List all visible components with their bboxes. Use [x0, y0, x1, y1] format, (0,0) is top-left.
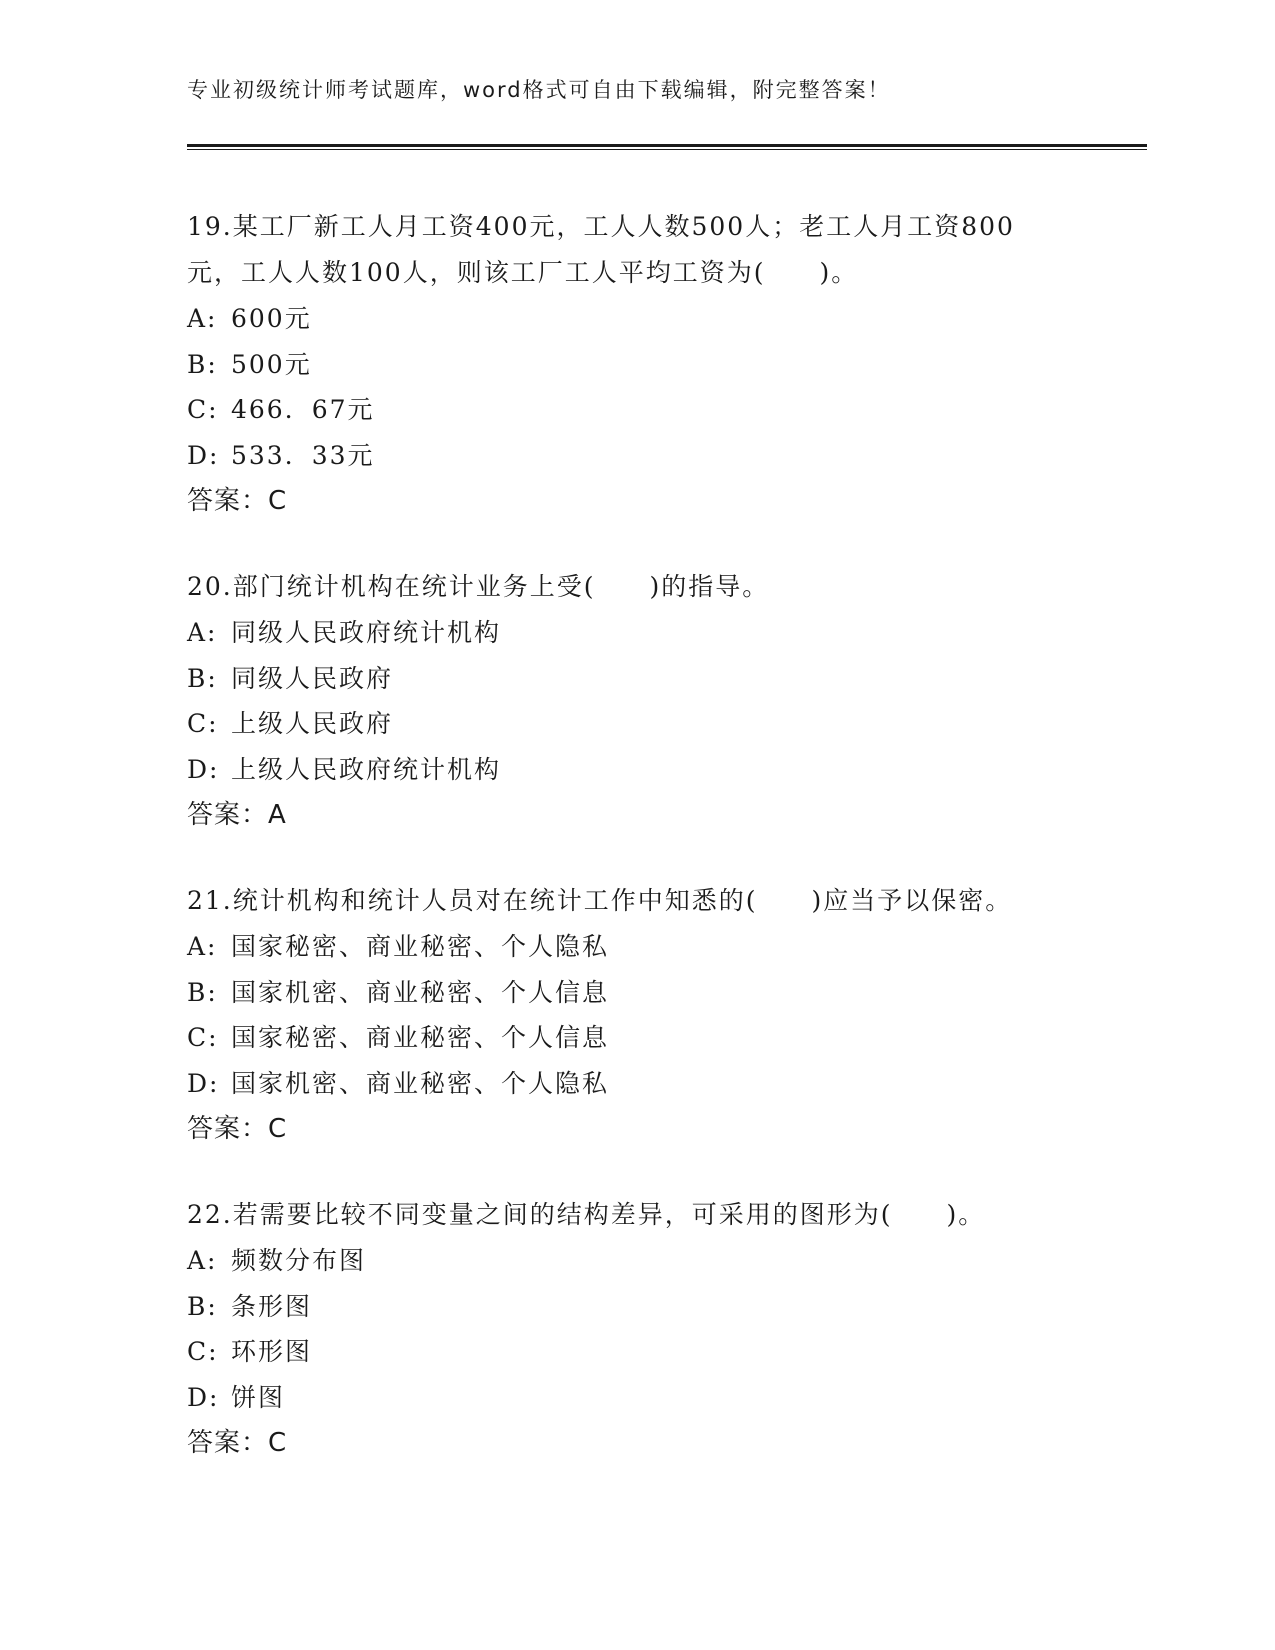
option-c [187, 1015, 1067, 1061]
option-key: C: [187, 709, 219, 738]
option-a [187, 296, 1067, 342]
option-text: 国家秘密、商业秘密、个人信息 [231, 1023, 610, 1052]
option-text: 上级人民政府 [231, 709, 394, 738]
option-key: A: [187, 1246, 218, 1275]
option-text: 上级人民政府统计机构 [231, 754, 502, 784]
option-key: B: [187, 1291, 218, 1321]
option-text: 频数分布图 [231, 1246, 367, 1275]
option-key: C: [187, 1337, 219, 1366]
option-key: D: [187, 1068, 220, 1098]
question-stem: 20.部门统计机构在统计业务上受( )的指导。 [187, 572, 770, 601]
option-key: B: [187, 663, 218, 693]
option-a [187, 610, 1067, 656]
answer-line: 答案：C [187, 486, 288, 516]
question-stem: 22.若需要比较不同变量之间的结构差异，可采用的图形为( )。 [187, 1200, 986, 1229]
option-key: A: [187, 932, 218, 961]
option-c [187, 1329, 1067, 1375]
header-divider [187, 144, 1147, 151]
question-stem: 19.某工厂新工人月工资400元，工人人数500人；老工人月工资800元，工人人数100人，则该工厂工人平均工资为( )。 [187, 212, 1015, 287]
option-a [187, 924, 1067, 970]
option-b [187, 1284, 1067, 1330]
header-divider-thin [187, 149, 1147, 150]
option-text: 466．67元 [231, 395, 375, 424]
option-b [187, 656, 1067, 702]
option-d [187, 747, 1067, 793]
option-a [187, 1238, 1067, 1284]
answer-line: 答案：C [187, 1428, 288, 1458]
option-text: 国家机密、商业秘密、个人隐私 [231, 1068, 610, 1098]
option-text: 533．33元 [231, 440, 375, 470]
option-key: A: [187, 618, 218, 647]
option-text: 饼图 [231, 1382, 286, 1412]
option-c [187, 701, 1067, 747]
option-text: 600元 [231, 304, 312, 333]
option-b [187, 342, 1067, 388]
option-key: C: [187, 395, 219, 424]
option-key: B: [187, 977, 218, 1007]
question-21 [187, 878, 1067, 1152]
option-key: D: [187, 754, 220, 784]
question-stem: 21.统计机构和统计人员对在统计工作中知悉的( )应当予以保密。 [187, 886, 1013, 915]
option-text: 同级人民政府统计机构 [231, 618, 502, 647]
option-b [187, 970, 1067, 1016]
option-c [187, 387, 1067, 433]
option-text: 500元 [231, 349, 312, 379]
question-list [187, 204, 1067, 1506]
page-header: 专业初级统计师考试题库，word格式可自由下载编辑，附完整答案！ [187, 78, 891, 102]
option-key: D: [187, 440, 220, 470]
option-text: 国家秘密、商业秘密、个人隐私 [231, 932, 610, 961]
option-text: 条形图 [231, 1291, 313, 1321]
option-key: B: [187, 349, 218, 379]
header-divider-thick [187, 144, 1147, 147]
answer-line: 答案：C [187, 1114, 288, 1144]
option-key: D: [187, 1382, 220, 1412]
question-20 [187, 564, 1067, 838]
option-text: 同级人民政府 [231, 663, 394, 693]
option-key: A: [187, 304, 218, 333]
option-d [187, 1375, 1067, 1421]
option-key: C: [187, 1023, 219, 1052]
answer-line: 答案：A [187, 800, 287, 830]
option-text: 环形图 [231, 1337, 313, 1366]
question-22 [187, 1192, 1067, 1466]
option-d [187, 433, 1067, 479]
question-19 [187, 204, 1067, 524]
option-text: 国家机密、商业秘密、个人信息 [231, 977, 610, 1007]
option-d [187, 1061, 1067, 1107]
